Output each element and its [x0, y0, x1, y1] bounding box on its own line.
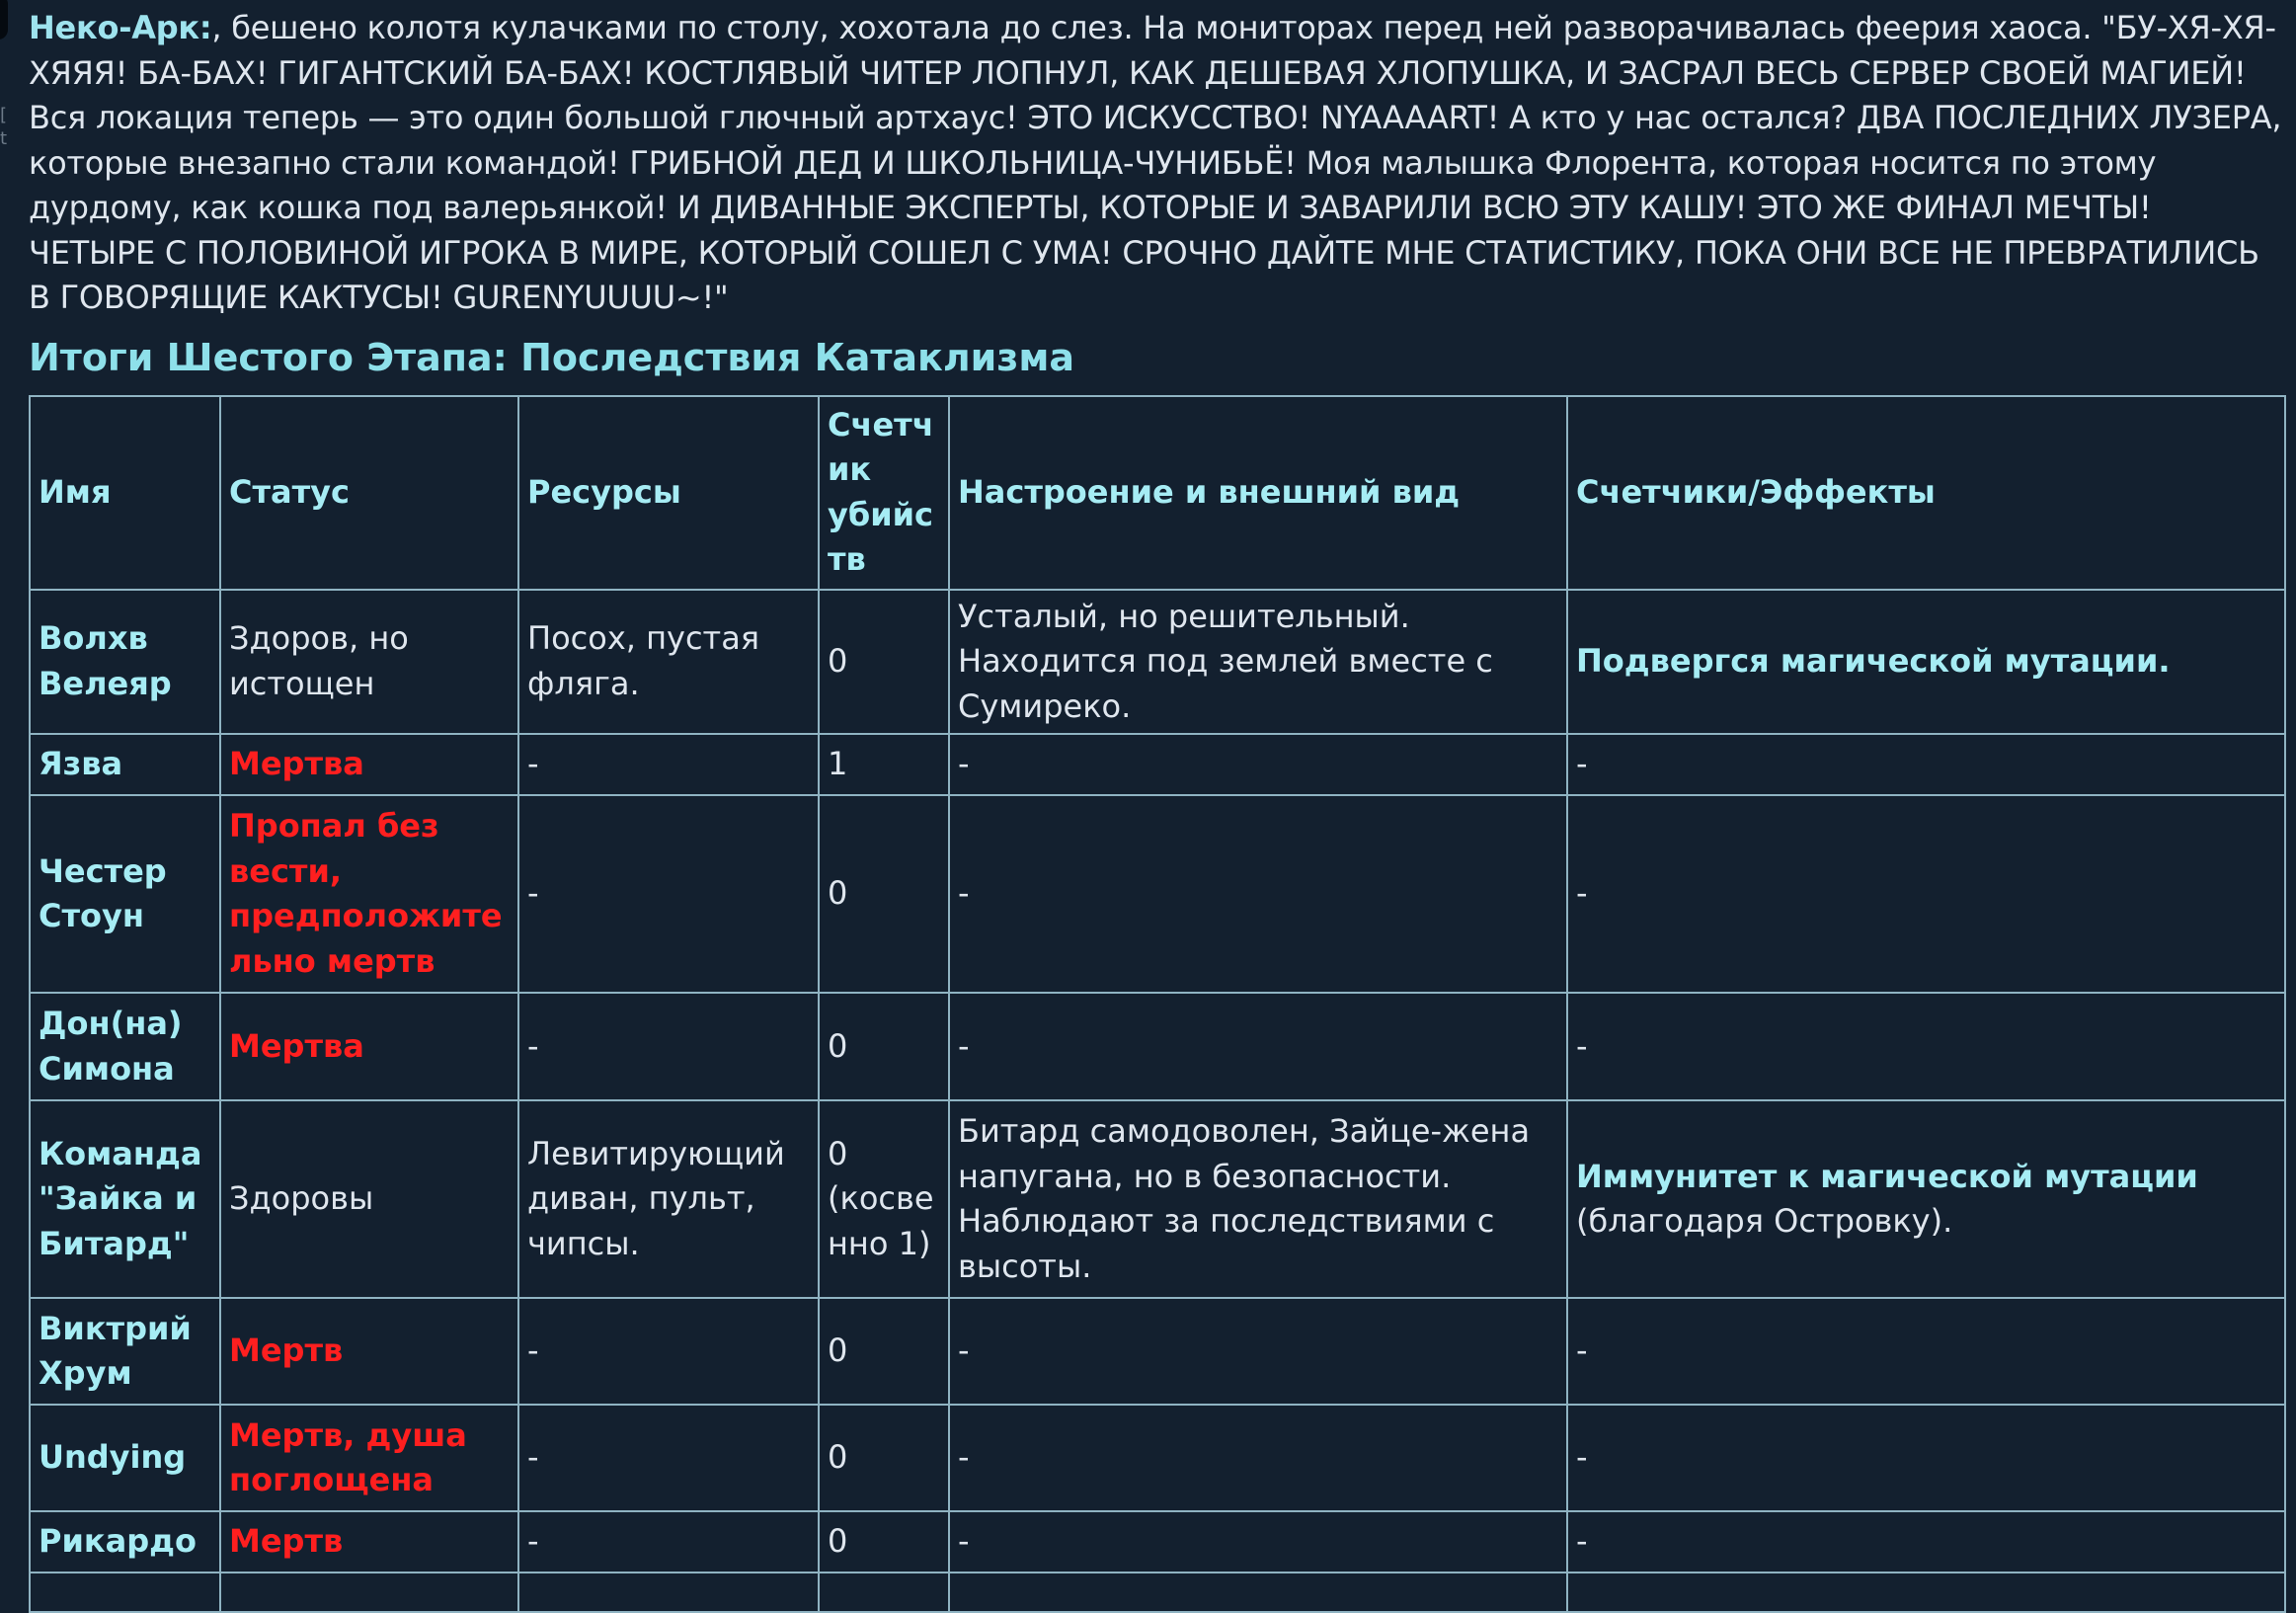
table-row [30, 1298, 2285, 1405]
cell-name: Undying [30, 1405, 220, 1511]
cell-kills: 0 (косвенно 1) [819, 1100, 949, 1298]
header-effects: Счетчики/Эффекты [1567, 396, 2285, 590]
cell-effects [1567, 993, 2285, 1100]
cell-resources: - [518, 1511, 819, 1573]
cell-mood: - [949, 734, 1567, 795]
effect-note: (благодаря Островку). [1576, 1202, 1952, 1240]
table-row [30, 1405, 2285, 1511]
cell-name: Честер Стоун [30, 795, 220, 993]
cell-empty [220, 1573, 518, 1612]
cell-name: Волхв Велеяр [30, 590, 220, 735]
header-resources: Ресурсы [518, 396, 819, 590]
narrative-text: , бешено колотя кулачками по столу, хохотала до слез. На мониторах перед ней разворачивалась феерия хаоса. "БУ-ХЯ-ХЯ-ХЯЯЯ! БА-БАХ! ГИГАНТСКИЙ БА-БАХ! КОСТЛЯВЫЙ ЧИТЕР ЛОПНУЛ, КАК ДЕШЕВАЯ ХЛОПУШКА, И ЗАСРАЛ ВЕСЬ СЕРВЕР СВОЕЙ МАГИЕЙ! Вся локация теперь — это один большой глючный артхаус! ЭТО ИСКУССТВО! NYAAAART! А кто у нас остался? ДВА ПОСЛЕДНИХ ЛУЗЕРА, которые внезапно стали командой! ГРИБНОЙ ДЕД И ШКОЛЬНИЦА-ЧУНИБЬЁ! Моя малышка Флорента, которая носится по этому дурдому, как кошка под валерьянкой! И ДИВАННЫЕ ЭКСПЕРТЫ, КОТОРЫЕ И ЗАВАРИЛИ ВСЮ ЭТУ КАШУ! ЭТО ЖЕ ФИНАЛ МЕЧТЫ! ЧЕТЫРЕ С ПОЛОВИНОЙ ИГРОКА В МИРЕ, КОТОРЫЙ СОШЕЛ С УМА! СРОЧНО ДАЙТЕ МНЕ СТАТИСТИКУ, ПОКА ОНИ ВСЕ НЕ ПРЕВРАТИЛИСЬ В ГОВОРЯЩИЕ КАКТУСЫ! GURENYUUUU~!" [29, 9, 2281, 316]
cell-mood: - [949, 1298, 1567, 1405]
table-row [30, 795, 2285, 993]
effect-note: - [1576, 1438, 1588, 1476]
cell-effects [1567, 1298, 2285, 1405]
cell-kills: 0 [819, 590, 949, 735]
header-mood: Настроение и внешний вид [949, 396, 1567, 590]
avatar-edge [0, 0, 8, 40]
cell-resources: Левитирующий диван, пульт, чипсы. [518, 1100, 819, 1298]
cell-mood: - [949, 795, 1567, 993]
table-row [30, 590, 2285, 735]
effect-main: Подвергся магической мутации. [1576, 642, 2171, 680]
speaker-name: Неко-Арк: [29, 9, 211, 46]
cell-status: Мертв [220, 1298, 518, 1405]
effect-note: - [1576, 1522, 1588, 1560]
table-row [30, 993, 2285, 1100]
effect-note: - [1576, 745, 1588, 782]
cell-effects [1567, 1100, 2285, 1298]
cell-resources: - [518, 1298, 819, 1405]
cell-effects [1567, 590, 2285, 735]
cell-kills: 0 [819, 1511, 949, 1573]
cell-status: Мертв, душа поглощена [220, 1405, 518, 1511]
cell-empty [1567, 1573, 2285, 1612]
cell-kills: 0 [819, 1298, 949, 1405]
cell-status: Здоров, но истощен [220, 590, 518, 735]
cell-status: Здоровы [220, 1100, 518, 1298]
cell-empty [30, 1573, 220, 1612]
header-status: Статус [220, 396, 518, 590]
cell-kills: 0 [819, 1405, 949, 1511]
message-content [29, 6, 2286, 1613]
cell-kills: 1 [819, 734, 949, 795]
cell-mood: - [949, 1405, 1567, 1511]
cell-status: Мертв [220, 1511, 518, 1573]
cell-kills: 0 [819, 993, 949, 1100]
cell-resources: Посох, пустая фляга. [518, 590, 819, 735]
cell-mood: Усталый, но решительный. Находится под землей вместе с Сумиреко. [949, 590, 1567, 735]
cell-empty [949, 1573, 1567, 1612]
header-name: Имя [30, 396, 220, 590]
table-header-row [30, 396, 2285, 590]
results-table [29, 395, 2286, 1613]
cell-name: Команда "Зайка и Битард" [30, 1100, 220, 1298]
cell-mood: Битард самодоволен, Зайце-жена напугана, но в безопасности. Наблюдают за последствиями с высоты. [949, 1100, 1567, 1298]
cell-empty [819, 1573, 949, 1612]
left-edge-strip [0, 0, 12, 1519]
cell-effects [1567, 1405, 2285, 1511]
cell-resources: - [518, 993, 819, 1100]
cell-mood: - [949, 1511, 1567, 1573]
cell-resources: - [518, 1405, 819, 1511]
cell-name: Рикардо [30, 1511, 220, 1573]
cell-effects [1567, 734, 2285, 795]
header-kills: Счетчик убийств [819, 396, 949, 590]
effect-main: Иммунитет к магической мутации [1576, 1158, 2198, 1195]
cell-status: Мертва [220, 734, 518, 795]
effect-note: - [1576, 874, 1588, 912]
section-title: Итоги Шестого Этапа: Последствия Катаклизма [29, 333, 2286, 382]
effect-note: - [1576, 1027, 1588, 1065]
effect-note: - [1576, 1331, 1588, 1369]
cell-resources: - [518, 734, 819, 795]
side-char: [ [0, 107, 7, 124]
table-row [30, 1511, 2285, 1573]
table-row-partial [30, 1573, 2285, 1612]
cell-status: Мертва [220, 993, 518, 1100]
side-char: t [0, 130, 7, 148]
table-row [30, 1100, 2285, 1298]
cell-effects [1567, 795, 2285, 993]
cell-status: Пропал без вести, предположительно мертв [220, 795, 518, 993]
narrative-paragraph [29, 6, 2286, 321]
cell-resources: - [518, 795, 819, 993]
cell-effects [1567, 1511, 2285, 1573]
cell-mood: - [949, 993, 1567, 1100]
cell-empty [518, 1573, 819, 1612]
cell-name: Виктрий Хрум [30, 1298, 220, 1405]
cell-kills: 0 [819, 795, 949, 993]
cell-name: Дон(на) Симона [30, 993, 220, 1100]
cell-name: Язва [30, 734, 220, 795]
table-row [30, 734, 2285, 795]
